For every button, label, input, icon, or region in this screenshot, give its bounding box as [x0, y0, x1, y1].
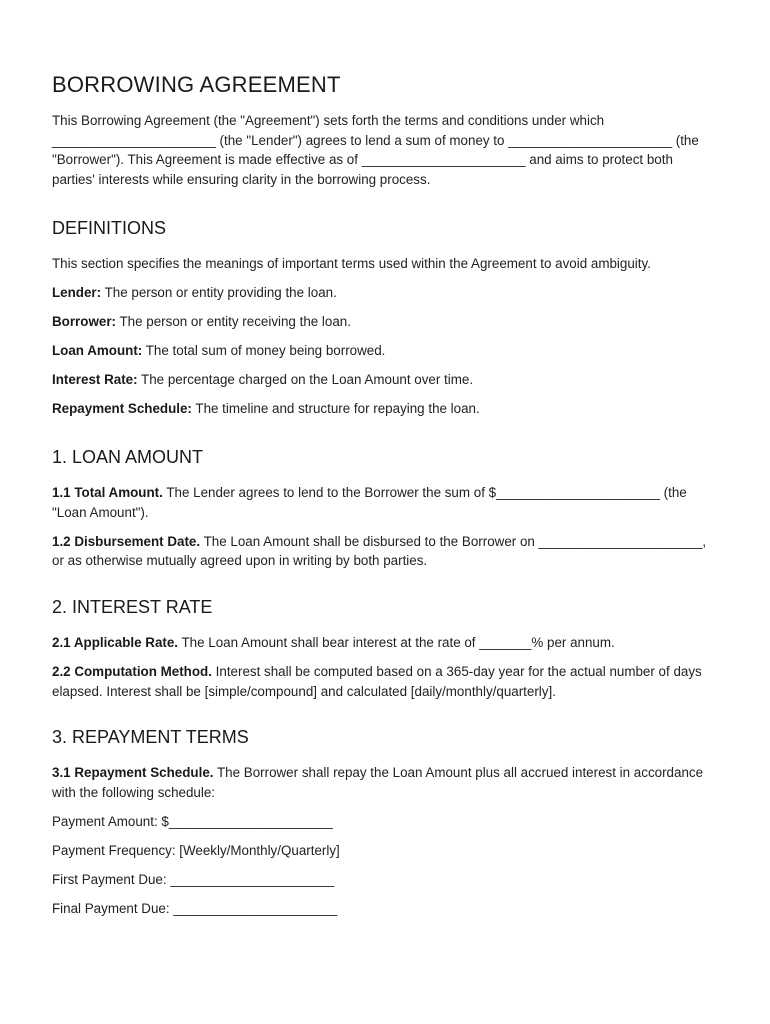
- definition-borrower: [52, 312, 712, 332]
- clause-label: 2.1 Applicable Rate.: [52, 634, 179, 650]
- intro-paragraph: This Borrowing Agreement (the "Agreement") sets forth the terms and conditions under which ______________________ (the "Lender") agrees to lend a sum of money to ______________________ (the "Borrower"). This Agreement is made effective as of ______________________ and aims to protect both parties' interests while ensuring clarity in the borrowing process.: [52, 113, 699, 187]
- clause-label: 2.2 Computation Method.: [52, 663, 212, 679]
- definition-text: The person or entity receiving the loan.: [116, 314, 351, 330]
- clause-2-2: [52, 662, 712, 701]
- definitions-intro: This section specifies the meanings of important terms used within the Agreement to avoid ambiguity.: [52, 256, 651, 272]
- clause-1-2: [52, 532, 712, 571]
- clause-label: 1.2 Disbursement Date.: [52, 533, 201, 549]
- repayment-terms-heading: 3. REPAYMENT TERMS: [52, 727, 249, 748]
- field-payment-frequency: Payment Frequency: [Weekly/Monthly/Quarterly]: [52, 842, 340, 858]
- field-payment-amount: Payment Amount: $______________________: [52, 813, 333, 829]
- definition-loan-amount: [52, 341, 712, 361]
- loan-amount-heading: 1. LOAN AMOUNT: [52, 446, 204, 467]
- clause-1-1: [52, 483, 712, 522]
- definition-text: The person or entity providing the loan.: [101, 284, 337, 300]
- field-first-payment-due: First Payment Due: ______________________: [52, 871, 335, 887]
- definition-text: The total sum of money being borrowed.: [142, 343, 386, 359]
- definition-term: Repayment Schedule:: [52, 401, 192, 417]
- clause-label: 3.1 Repayment Schedule.: [52, 765, 214, 781]
- clause-2-1: [52, 633, 712, 653]
- definition-term: Lender:: [52, 284, 102, 300]
- clause-3-1: [52, 763, 712, 802]
- definition-term: Borrower:: [52, 314, 116, 330]
- definition-text: The percentage charged on the Loan Amount over time.: [137, 372, 474, 388]
- definition-text: The timeline and structure for repaying the loan.: [191, 401, 480, 417]
- clause-text: The Borrower shall repay the Loan Amount plus all accrued interest in accordance with the following schedule:: [52, 765, 704, 800]
- clause-text: Interest shall be computed based on a 365-day year for the actual number of days elapsed. Interest shall be [simple/compound] and calculated [daily/monthly/quarterly].: [52, 663, 702, 699]
- clause-text: The Lender agrees to lend to the Borrower the sum of $______________________ (the "Loan Amount").: [52, 484, 687, 520]
- interest-rate-heading: 2. INTEREST RATE: [52, 596, 213, 617]
- definition-term: Loan Amount:: [52, 343, 143, 359]
- clause-text: The Loan Amount shall be disbursed to the Borrower on ______________________, or as otherwise mutually agreed upon in writing by both parties.: [52, 533, 707, 569]
- definitions-heading: DEFINITIONS: [52, 218, 167, 239]
- clause-text: The Loan Amount shall bear interest at the rate of _______% per annum.: [178, 634, 615, 650]
- field-final-payment-due: Final Payment Due: ______________________: [52, 901, 338, 917]
- definition-term: Interest Rate:: [52, 372, 138, 388]
- definition-lender: [52, 283, 712, 303]
- definition-interest-rate: [52, 370, 712, 390]
- definition-repayment-schedule: [52, 399, 712, 419]
- document-title: BORROWING AGREEMENT: [52, 72, 341, 97]
- document-page: [52, 70, 712, 928]
- clause-label: 1.1 Total Amount.: [52, 484, 163, 500]
